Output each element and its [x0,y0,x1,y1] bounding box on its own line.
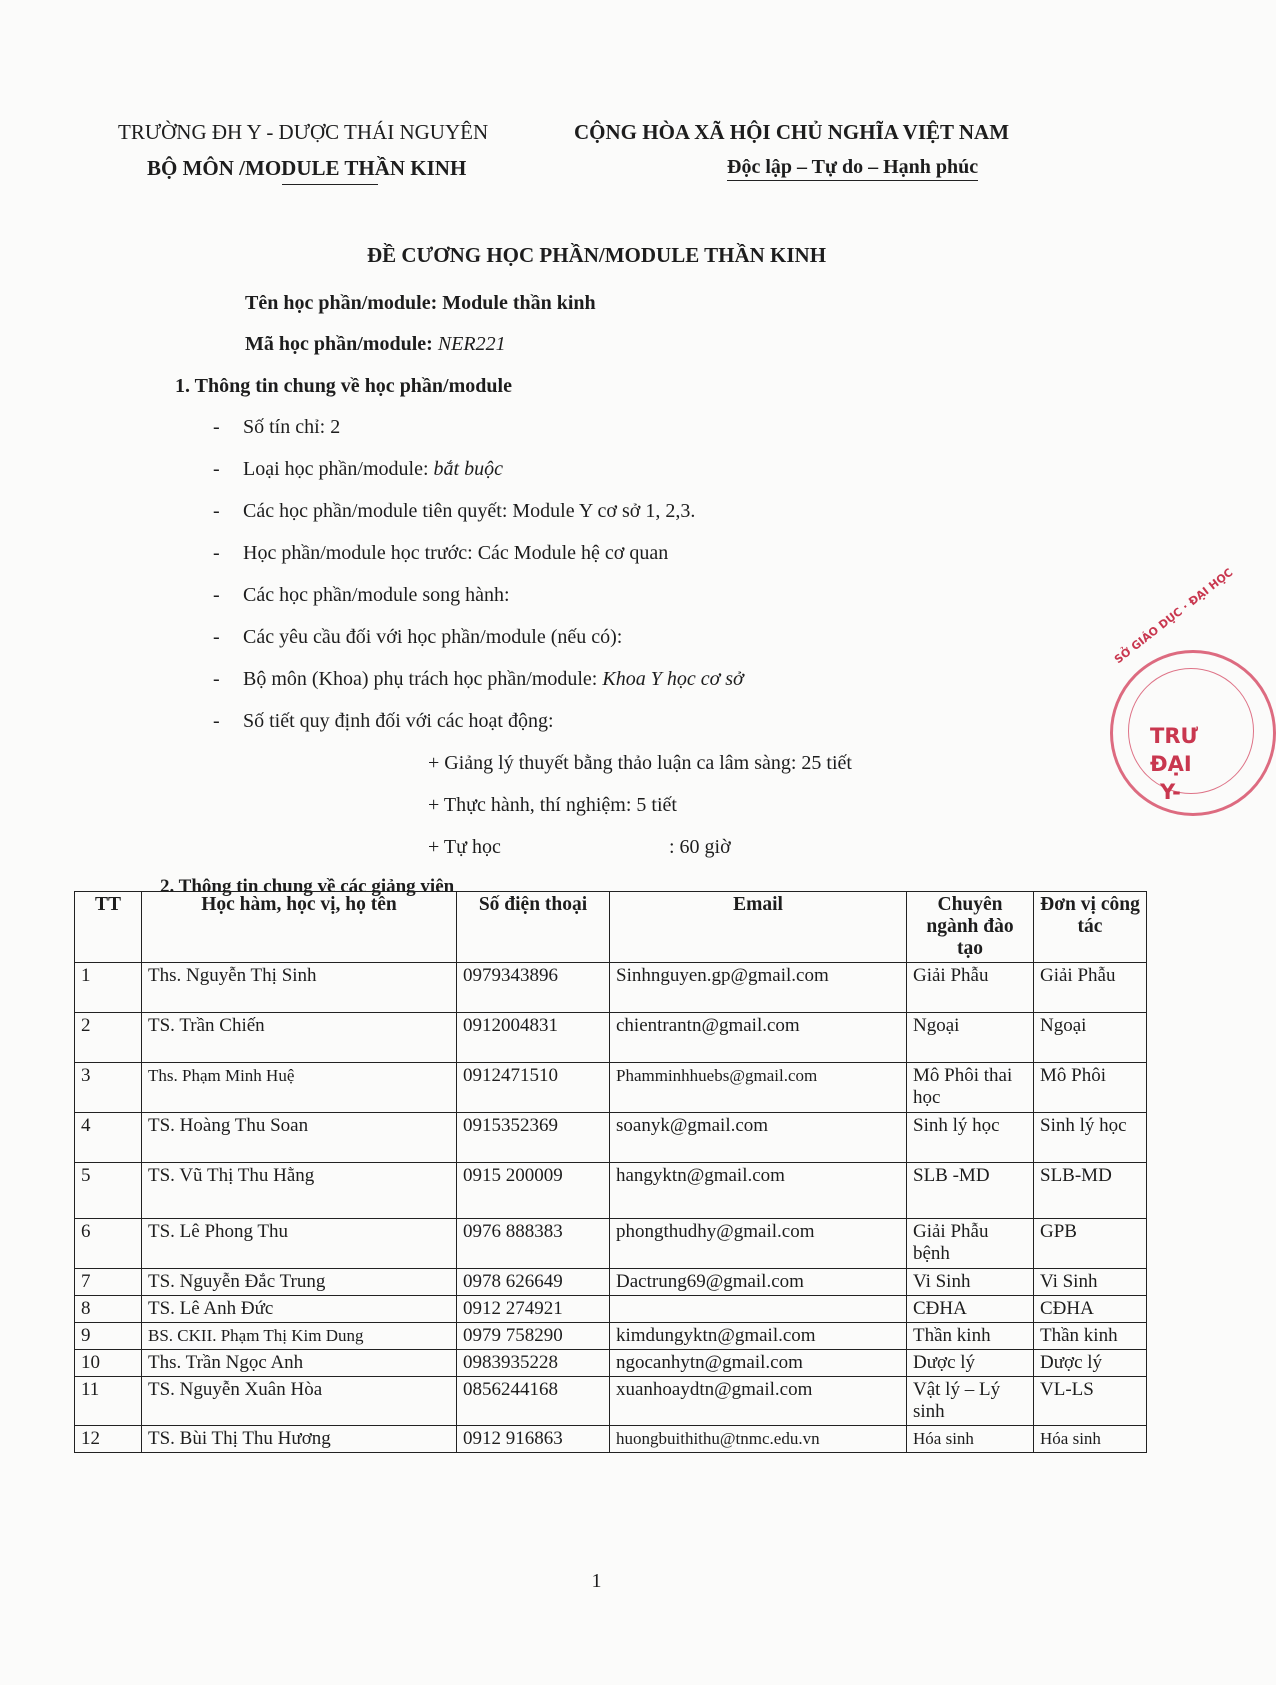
cell-phone: 0915352369 [457,1113,610,1163]
cell-phone: 0978 626649 [457,1269,610,1296]
cell-tt: 4 [75,1113,142,1163]
cell-spec: SLB -MD [907,1163,1034,1219]
cell-phone: 0979343896 [457,963,610,1013]
cell-tt: 11 [75,1377,142,1426]
cell-name: TS. Nguyễn Xuân Hòa [142,1377,457,1426]
cell-name: Ths. Trần Ngọc Anh [142,1350,457,1377]
lecturer-table [74,891,1147,1453]
cell-spec: Ngoại [907,1013,1034,1063]
cell-tt: 3 [75,1063,142,1113]
cell-name: Ths. Phạm Minh Huệ [142,1063,457,1113]
cell-tt: 8 [75,1296,142,1323]
page-title: ĐỀ CƯƠNG HỌC PHẦN/MODULE THẦN KINH [366,243,827,267]
cell-unit: CĐHA [1034,1296,1147,1323]
info-item: - Các yêu cầu đối với học phần/module (nếu có): [213,626,623,648]
course-code-line [245,333,506,356]
course-name-label: Tên học phần/module: [245,292,438,314]
cell-name: TS. Trần Chiến [142,1013,457,1063]
table-row [75,1269,1147,1296]
info-item: - Số tiết quy định đối với các hoạt động: [213,710,554,732]
cell-tt: 1 [75,963,142,1013]
col-header: Học hàm, học vị, họ tên [142,892,457,963]
cell-name: TS. Vũ Thị Thu Hằng [142,1163,457,1219]
info-item: - Các học phần/module song hành: [213,584,510,606]
cell-phone: 0979 758290 [457,1323,610,1350]
seal-text-line3: Y- [1160,780,1181,804]
cell-phone: 0912471510 [457,1063,610,1113]
table-row [75,1296,1147,1323]
cell-name: TS. Bùi Thị Thu Hương [142,1426,457,1453]
table-row [75,1323,1147,1350]
cell-tt: 12 [75,1426,142,1453]
department-name [147,156,466,181]
cell-spec: Vật lý – Lý sinh [907,1377,1034,1426]
cell-phone: 0912004831 [457,1013,610,1063]
table-row [75,1350,1147,1377]
cell-phone: 0983935228 [457,1350,610,1377]
course-code-value: NER221 [437,333,506,355]
cell-email: Sinhnguyen.gp@gmail.com [610,963,907,1013]
republic-title: CỘNG HÒA XÃ HỘI CHỦ NGHĨA VIỆT NAM [574,120,1010,144]
cell-name: TS. Lê Anh Đức [142,1296,457,1323]
info-item: - Số tín chỉ: 2 [213,416,341,438]
cell-email: chientrantn@gmail.com [610,1013,907,1063]
col-header: TT [75,892,142,963]
cell-unit: Ngoại [1034,1013,1147,1063]
cell-phone: 0912 916863 [457,1426,610,1453]
course-name-line [245,292,596,315]
motto: Độc lập – Tự do – Hạnh phúc [727,156,978,181]
table-row [75,1013,1147,1063]
table-row [75,1163,1147,1219]
section1-heading: 1. Thông tin chung về học phần/module [175,375,512,397]
col-header: Số điện thoại [457,892,610,963]
cell-unit: Giải Phẫu [1034,963,1147,1013]
cell-email: kimdungyktn@gmail.com [610,1323,907,1350]
cell-name: BS. CKII. Phạm Thị Kim Dung [142,1323,457,1350]
cell-name: TS. Lê Phong Thu [142,1219,457,1269]
school-name: TRƯỜNG ĐH Y - DƯỢC THÁI NGUYÊN [118,120,489,144]
cell-phone: 0915 200009 [457,1163,610,1219]
cell-spec: Mô Phôi thai học [907,1063,1034,1113]
table-row [75,1063,1147,1113]
hours-lecture: + Giảng lý thuyết bằng thảo luận ca lâm sàng: 25 tiết [428,752,852,774]
cell-name: TS. Hoàng Thu Soan [142,1113,457,1163]
cell-spec: CĐHA [907,1296,1034,1323]
cell-spec: Dược lý [907,1350,1034,1377]
cell-name: Ths. Nguyễn Thị Sinh [142,963,457,1013]
cell-unit: Vi Sinh [1034,1269,1147,1296]
department-name-text: BỘ MÔN /MODULE THẦN KINH [147,156,467,180]
cell-tt: 10 [75,1350,142,1377]
cell-unit: SLB-MD [1034,1163,1147,1219]
cell-unit: Sinh lý học [1034,1113,1147,1163]
cell-phone: 0976 888383 [457,1219,610,1269]
department-underline [282,184,378,185]
cell-email: soanyk@gmail.com [610,1113,907,1163]
col-header: Email [610,892,907,963]
cell-unit: Thần kinh [1034,1323,1147,1350]
cell-email: huongbuithithu@tnmc.edu.vn [610,1426,907,1453]
info-item: - Bộ môn (Khoa) phụ trách học phần/module: Khoa Y học cơ sở [213,668,744,690]
cell-unit: Dược lý [1034,1350,1147,1377]
section2-heading: 2. Thông tin chung về các giảng viên [160,876,455,897]
table-row [75,1219,1147,1269]
info-item: - Các học phần/module tiên quyết: Module Y cơ sở 1, 2,3. [213,500,696,522]
cell-phone: 0856244168 [457,1377,610,1426]
info-item: - Loại học phần/module: bắt buộc [213,458,503,480]
cell-email: Phamminhhuebs@gmail.com [610,1063,907,1113]
cell-tt: 6 [75,1219,142,1269]
cell-unit: VL-LS [1034,1377,1147,1426]
cell-email: hangyktn@gmail.com [610,1163,907,1219]
col-header: Chuyên ngành đào tạo [907,892,1034,963]
cell-unit: Mô Phôi [1034,1063,1147,1113]
page-number: 1 [591,1570,602,1592]
cell-email: phongthudhy@gmail.com [610,1219,907,1269]
cell-email: Dactrung69@gmail.com [610,1269,907,1296]
col-header: Đơn vị công tác [1034,892,1147,963]
table-header-row [75,892,1147,963]
cell-tt: 9 [75,1323,142,1350]
cell-tt: 2 [75,1013,142,1063]
cell-unit: GPB [1034,1219,1147,1269]
cell-spec: Sinh lý học [907,1113,1034,1163]
cell-tt: 5 [75,1163,142,1219]
course-name-value: Module thần kinh [442,292,596,314]
cell-spec: Vi Sinh [907,1269,1034,1296]
table-row [75,1113,1147,1163]
cell-tt: 7 [75,1269,142,1296]
table-row [75,1377,1147,1426]
cell-name: TS. Nguyễn Đắc Trung [142,1269,457,1296]
cell-email: xuanhoaydtn@gmail.com [610,1377,907,1426]
cell-phone: 0912 274921 [457,1296,610,1323]
hours-selfstudy-value: : 60 giờ [669,836,731,858]
info-item: - Học phần/module học trước: Các Module hệ cơ quan [213,542,669,564]
cell-spec: Thần kinh [907,1323,1034,1350]
cell-spec: Giải Phẫu [907,963,1034,1013]
cell-email: ngocanhytn@gmail.com [610,1350,907,1377]
hours-practice: + Thực hành, thí nghiệm: 5 tiết [428,794,677,816]
cell-email [610,1296,907,1323]
seal-text-line2: ĐẠI [1150,752,1192,776]
seal-text-line1: TRƯ [1150,724,1199,748]
cell-spec: Giải Phẫu bệnh [907,1219,1034,1269]
hours-selfstudy-label: + Tự học [428,836,501,858]
cell-spec: Hóa sinh [907,1426,1034,1453]
table-row [75,963,1147,1013]
course-code-label: Mã học phần/module: [245,333,433,355]
seal-ring-text: SỞ GIÁO DỤC · ĐẠI HỌC [1112,565,1236,667]
table-row [75,1426,1147,1453]
cell-unit: Hóa sinh [1034,1426,1147,1453]
